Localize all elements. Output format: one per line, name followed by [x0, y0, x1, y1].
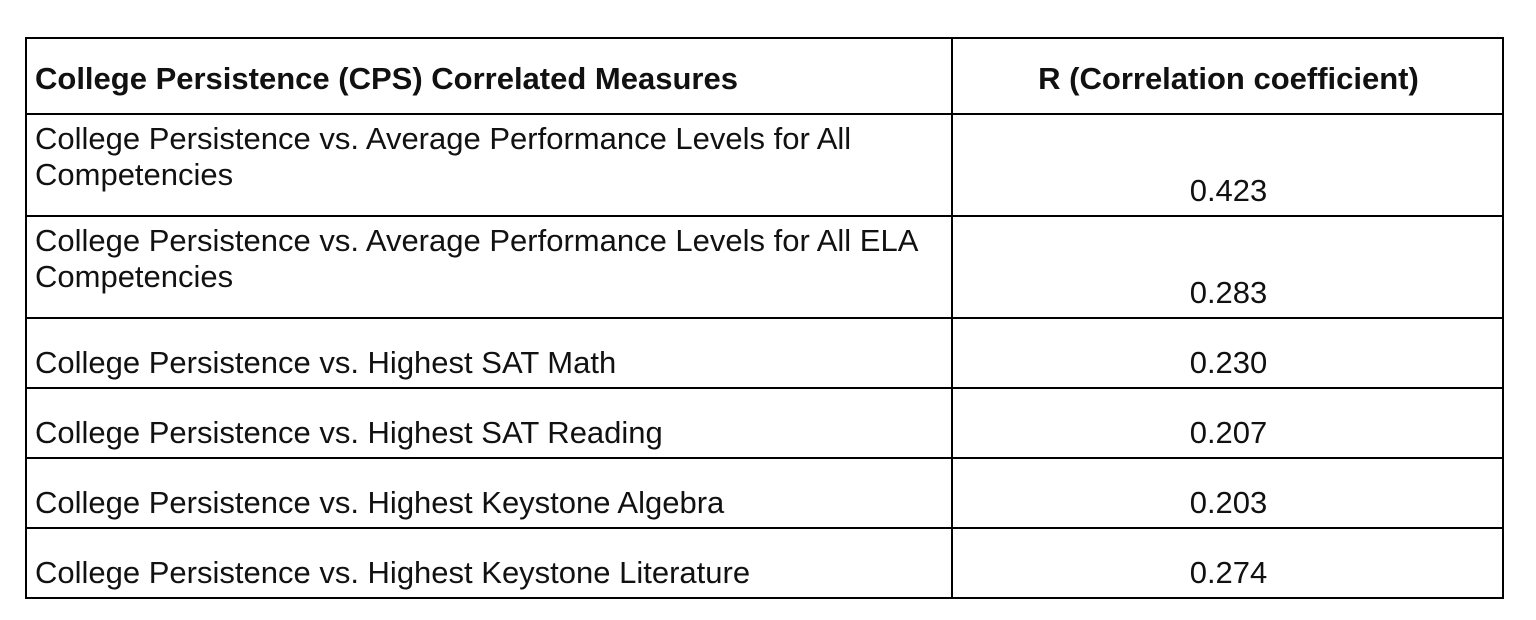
r-value-cell: 0.274	[952, 528, 1503, 598]
table-row	[26, 458, 1503, 528]
header-measures: College Persistence (CPS) Correlated Measures	[26, 38, 952, 114]
r-value-cell: 0.230	[952, 318, 1503, 388]
r-value-cell: 0.423	[952, 114, 1503, 216]
measure-cell: College Persistence vs. Highest Keystone Algebra	[26, 458, 952, 528]
correlation-table	[25, 37, 1504, 599]
table-row	[26, 216, 1503, 318]
table-row	[26, 388, 1503, 458]
table-row	[26, 318, 1503, 388]
measure-cell: College Persistence vs. Highest Keystone Literature	[26, 528, 952, 598]
table-row	[26, 528, 1503, 598]
r-value-cell: 0.283	[952, 216, 1503, 318]
header-row	[26, 38, 1503, 114]
measure-cell: College Persistence vs. Average Performance Levels for All Competencies	[26, 114, 952, 216]
measure-cell: College Persistence vs. Average Performance Levels for All ELA Competencies	[26, 216, 952, 318]
r-value-cell: 0.203	[952, 458, 1503, 528]
measure-cell: College Persistence vs. Highest SAT Reading	[26, 388, 952, 458]
table-row	[26, 114, 1503, 216]
r-value-cell: 0.207	[952, 388, 1503, 458]
header-correlation-coefficient: R (Correlation coefficient)	[952, 38, 1503, 114]
measure-cell: College Persistence vs. Highest SAT Math	[26, 318, 952, 388]
